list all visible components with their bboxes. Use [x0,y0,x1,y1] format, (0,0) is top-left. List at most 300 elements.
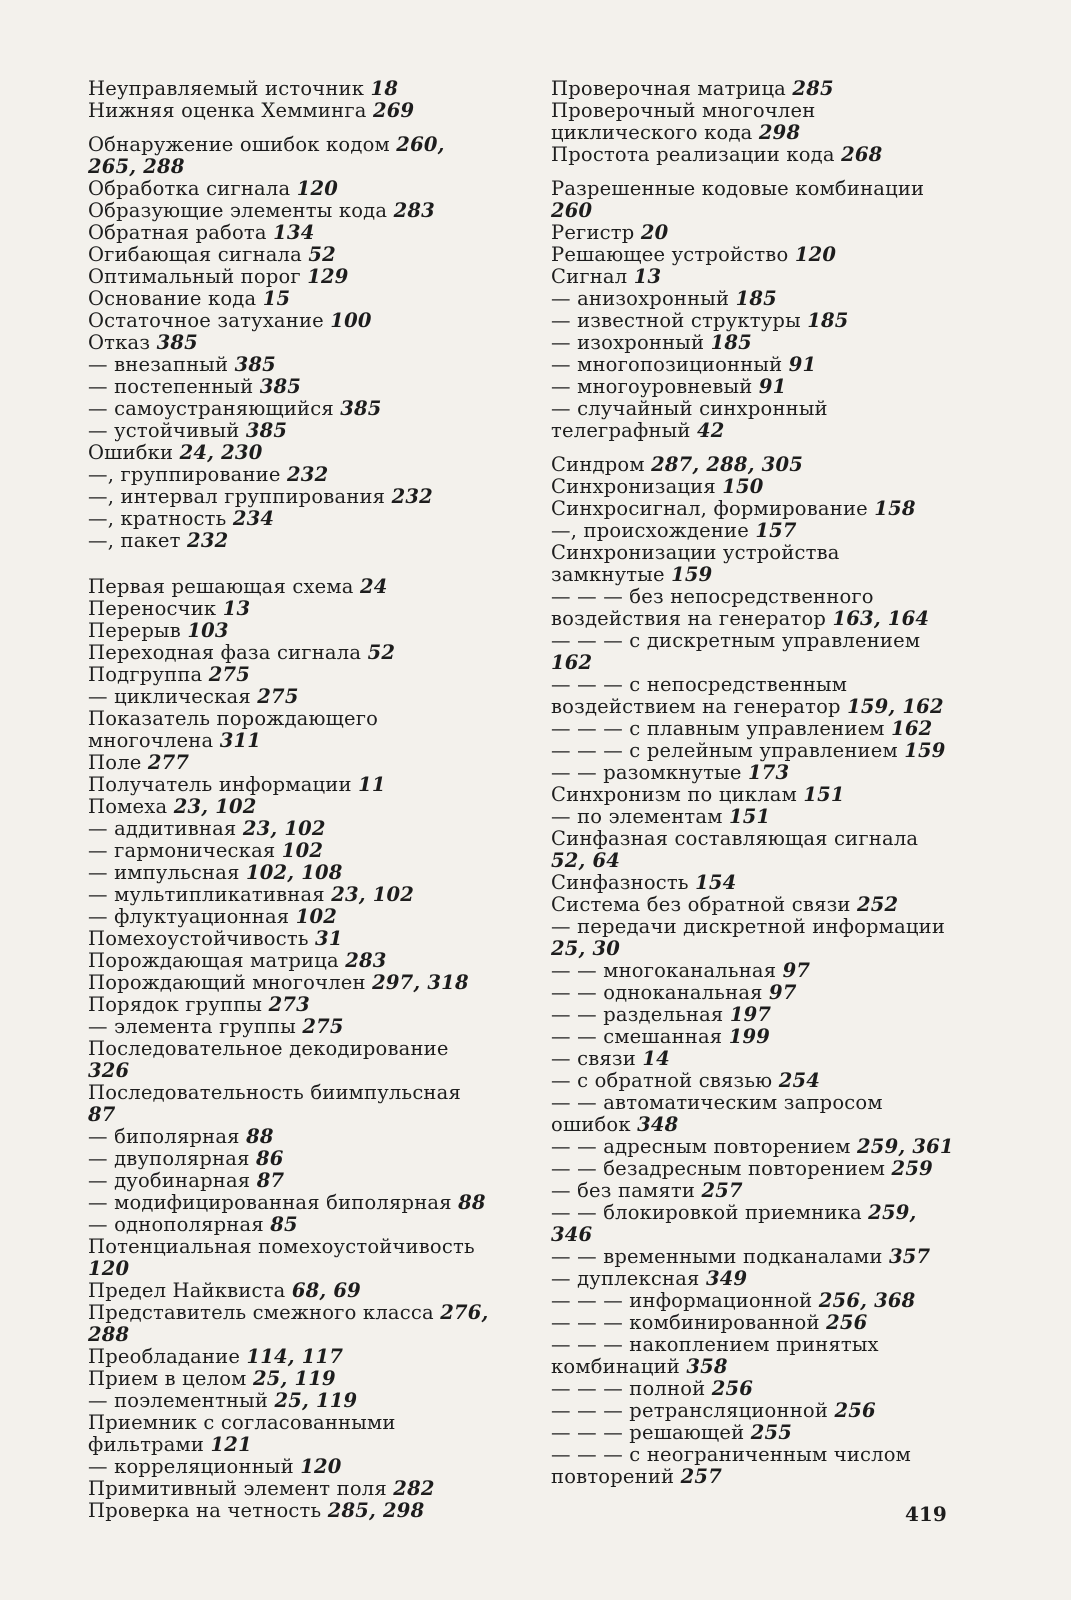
index-pages: 287, 288, 305 [651,453,803,476]
index-term: Перерыв [88,619,188,642]
index-entry [551,1378,956,1400]
index-pages: 232 [287,463,329,486]
index-pages: 159 [671,563,713,586]
index-term: — по элементам [551,805,729,828]
index-pages: 14 [642,1047,670,1070]
index-pages: 385 [340,397,382,420]
index-pages: 114, 117 [246,1345,344,1368]
index-term: — известной структуры [551,309,808,332]
index-term: — изохронный [551,331,711,354]
index-pages: 13 [222,597,251,620]
index-entry [551,332,956,354]
index-pages: 23, 102 [242,817,326,840]
index-entry [551,1334,956,1378]
index-term: — — блокировкой приемника [551,1201,869,1224]
index-pages: 256, 368 [818,1289,916,1312]
index-term: Обработка сигнала [88,177,297,200]
index-term: — импульсная [88,861,246,884]
index-pages: 234 [232,507,275,530]
index-pages: 185 [710,331,752,354]
index-entry [88,576,493,598]
index-entry [551,762,956,784]
index-entry [88,1280,493,1302]
index-term: — — одноканальная [551,981,770,1004]
index-term: —, интервал группирования [88,485,392,508]
index-entry [551,1070,956,1092]
index-entry [551,674,956,718]
index-term: Огибающая сигнала [88,243,309,266]
index-term: — устойчивый [88,419,246,442]
index-pages: 163, 164 [832,607,930,630]
index-term: — — раздельная [551,1003,730,1026]
index-entry [88,796,493,818]
index-term: Образующие элементы кода [88,199,394,222]
index-pages: 97 [769,981,797,1004]
index-pages: 97 [782,959,811,982]
index-entry [88,200,493,222]
index-entry [88,950,493,972]
index-entry [551,1004,956,1026]
index-entry [551,1180,956,1202]
index-entry [88,78,493,100]
index-entry [551,630,956,674]
index-entry [551,1092,956,1136]
index-entry [88,928,493,950]
index-term: — биполярная [88,1125,247,1148]
index-term: — — — с неограниченным числом повторений [551,1443,912,1488]
index-pages: 88 [246,1125,274,1148]
index-pages: 260, 265, 288 [88,133,445,178]
index-term: Подгруппа [88,663,209,686]
index-term: Синхронизация [551,475,723,498]
index-entry [551,872,956,894]
index-entry [551,376,956,398]
index-entry [551,894,956,916]
index-pages: 232 [187,529,229,552]
index-pages: 102 [295,905,338,928]
index-entry [551,806,956,828]
index-entry [88,244,493,266]
index-term: Нижняя оценка Хемминга [88,99,373,122]
index-entry [551,982,956,1004]
index-pages: 158 [874,497,916,520]
index-term: Синфазность [551,871,696,894]
index-pages: 52, 64 [551,849,621,872]
index-term: — — временными подканалами [551,1245,889,1268]
index-term: — поэлементный [88,1389,275,1412]
index-pages: 185 [735,287,777,310]
index-pages: 157 [755,519,797,542]
index-term: Предел Найквиста [88,1279,292,1302]
index-entry [551,354,956,376]
index-pages: 259, 361 [857,1135,954,1158]
index-entry [88,598,493,620]
index-pages: 185 [807,309,849,332]
index-pages: 151 [728,805,771,828]
index-pages: 52 [308,243,336,266]
index-term: — — — с непосредственным воздействием на генератор [551,673,848,718]
index-pages: 349 [705,1267,748,1290]
index-entry [551,1400,956,1422]
index-term: — двуполярная [88,1147,256,1170]
index-pages: 385 [234,353,276,376]
index-entry [88,1500,493,1522]
index-pages: 260 [551,199,593,222]
index-term: Система без обратной связи [551,893,858,916]
index-term: —, кратность [88,507,233,530]
index-entry [88,1236,493,1280]
index-term: — однополярная [88,1213,271,1236]
index-term: — — — накоплением принятых комбинаций [551,1333,879,1378]
index-pages: 150 [722,475,764,498]
index-term: — флуктуационная [88,905,296,928]
index-term: Синхросигнал, формирование [551,497,875,520]
index-pages: 273 [268,993,310,1016]
index-entry [551,398,956,442]
index-entry [88,1038,493,1082]
index-term: Последовательность биимпульсная [88,1081,461,1104]
index-term: — — — информационной [551,1289,819,1312]
index-entry [551,1202,956,1246]
index-term: — — смешанная [551,1025,729,1048]
index-term: Регистр [551,221,641,244]
index-entry [88,1214,493,1236]
index-entry [88,1346,493,1368]
index-entry [551,1312,956,1334]
index-term: — гармоническая [88,839,282,862]
index-pages: 15 [262,287,291,310]
index-entry [551,310,956,332]
index-term: — дуобинарная [88,1169,257,1192]
index-entry [88,1412,493,1456]
index-entry [551,1422,956,1444]
index-pages: 162 [551,651,593,674]
index-term: — — — комбинированной [551,1311,827,1334]
index-pages: 25, 119 [252,1367,336,1390]
index-term: — мультипликативная [88,883,332,906]
index-pages: 42 [696,419,725,442]
index-term: Показатель порождающего многочлена [88,707,379,752]
index-term: Простота реализации кода [551,143,842,166]
index-entry [551,542,956,586]
index-term: Порождающий многочлен [88,971,373,994]
index-pages: 24, 230 [179,441,263,464]
index-term: — — — с релейным управлением [551,739,905,762]
index-pages: 348 [637,1113,679,1136]
index-pages: 18 [370,77,399,100]
index-pages: 298 [758,121,801,144]
index-term: Синхронизм по циклам [551,783,804,806]
index-entry [551,1444,956,1488]
index-term: Оптимальный порог [88,265,308,288]
index-term: Сигнал [551,265,634,288]
index-pages: 256 [711,1377,754,1400]
index-entry [88,398,493,420]
index-pages: 285 [792,77,834,100]
index-term: Преобладание [88,1345,247,1368]
index-pages: 162 [891,717,933,740]
index-entry [88,972,493,994]
index-pages: 283 [345,949,387,972]
index-term: Потенциальная помехоустойчивость [88,1235,475,1258]
index-term: Помеха [88,795,174,818]
index-term: — многопозиционный [551,353,789,376]
index-entry [88,1390,493,1412]
index-pages: 11 [358,773,386,796]
index-entry [551,100,956,144]
index-pages: 134 [273,221,315,244]
index-entry [551,1246,956,1268]
index-term: Обнаружение ошибок кодом [88,133,397,156]
index-pages: 173 [747,761,790,784]
index-term: Основание кода [88,287,263,310]
index-entry [88,376,493,398]
index-entry [88,620,493,642]
index-entry [88,332,493,354]
index-entry [88,354,493,376]
index-pages: 129 [307,265,349,288]
index-pages: 23, 102 [331,883,415,906]
index-pages: 52 [367,641,396,664]
index-pages: 232 [391,485,433,508]
index-entry [551,1136,956,1158]
index-term: — — адресным повторением [551,1135,858,1158]
index-pages: 255 [750,1421,793,1444]
index-entry [88,664,493,686]
index-term: Прием в целом [88,1367,253,1390]
index-entry [551,520,956,542]
index-entry [88,884,493,906]
index-term: — — — с плавным управлением [551,717,892,740]
index-pages: 358 [686,1355,728,1378]
index-entry [88,1148,493,1170]
index-term: — — — решающей [551,1421,751,1444]
index-entry [88,708,493,752]
index-pages: 252 [857,893,899,916]
index-term: Неуправляемый источник [88,77,371,100]
index-entry [551,586,956,630]
index-entry [88,994,493,1016]
index-entry [88,1016,493,1038]
index-pages: 91 [758,375,787,398]
index-term: Проверочная матрица [551,77,793,100]
index-term: Обратная работа [88,221,274,244]
index-entry [551,916,956,960]
index-pages: 282 [393,1477,435,1500]
index-term: Разрешенные кодовые комбинации [551,177,925,200]
index-term: Остаточное затухание [88,309,331,332]
index-term: Приемник с согласованными фильтрами [88,1411,396,1456]
index-entry [88,222,493,244]
index-entry [88,178,493,200]
index-pages: 256 [834,1399,876,1422]
index-entry [88,818,493,840]
index-term: Переходная фаза сигнала [88,641,368,664]
index-entry [551,740,956,762]
index-entry [88,508,493,530]
index-pages: 120 [300,1455,342,1478]
index-entry [88,1126,493,1148]
index-term: — элемента группы [88,1015,303,1038]
index-term: — — — с дискретным управлением [551,629,921,652]
index-pages: 154 [695,871,737,894]
index-term: Последовательное декодирование [88,1037,449,1060]
index-entry [551,476,956,498]
index-term: — аддитивная [88,817,243,840]
index-pages: 13 [633,265,662,288]
index-entry [88,288,493,310]
index-entry [88,642,493,664]
index-term: Порядок группы [88,993,269,1016]
index-entry [88,134,493,178]
index-term: Представитель смежного класса [88,1301,441,1324]
index-pages: 276, 288 [88,1301,489,1346]
index-pages: 91 [788,353,817,376]
index-pages: 25, 30 [551,937,621,960]
index-entry [88,840,493,862]
index-term: — передачи дискретной информации [551,915,946,938]
index-entry [551,960,956,982]
index-pages: 199 [728,1025,771,1048]
index-pages: 269 [372,99,415,122]
index-term: Синдром [551,453,652,476]
index-entry [551,178,956,222]
index-entry [88,752,493,774]
page-number: 419 [905,1502,947,1526]
index-term: — корреляционный [88,1455,301,1478]
index-entry [88,1302,493,1346]
index-pages: 277 [147,751,190,774]
index-entry [88,1368,493,1390]
index-entry [551,78,956,100]
index-pages: 197 [729,1003,772,1026]
index-term: — дуплексная [551,1267,706,1290]
index-term: — — многоканальная [551,959,783,982]
index-term: — — безадресным повторением [551,1157,892,1180]
index-pages: 275 [257,685,299,708]
index-term: — многоуровневый [551,375,759,398]
index-pages: 311 [219,729,262,752]
index-term: —, группирование [88,463,288,486]
index-term: —, происхождение [551,519,756,542]
index-entry [88,906,493,928]
index-entry [88,686,493,708]
index-column-right [551,78,956,1488]
index-term: — — — без непосредственного воздействия на генератор [551,585,874,630]
index-pages: 297, 318 [372,971,469,994]
index-pages: 31 [315,927,343,950]
index-term: Проверочный многочлен циклического кода [551,99,816,144]
index-pages: 256 [826,1311,868,1334]
index-pages: 275 [208,663,251,686]
index-term: Примитивный элемент поля [88,1477,394,1500]
index-entry [88,310,493,332]
index-pages: 20 [640,221,669,244]
index-entry [551,266,956,288]
index-term: — — — ретрансляционной [551,1399,835,1422]
index-pages: 87 [88,1103,116,1126]
index-term: Отказ [88,331,157,354]
index-term: — связи [551,1047,643,1070]
index-pages: 88 [458,1191,486,1214]
index-entry [551,1158,956,1180]
index-term: — без памяти [551,1179,702,1202]
index-term: Помехоустойчивость [88,927,316,950]
index-term: — самоустраняющийся [88,397,341,420]
index-entry [88,486,493,508]
index-entry [88,774,493,796]
index-entry [551,144,956,166]
index-entry [551,1268,956,1290]
index-entry [551,498,956,520]
index-entry [88,1170,493,1192]
index-entry [88,862,493,884]
index-term: — случайный синхронный телеграфный [551,397,828,442]
index-pages: 259, 346 [551,1201,917,1246]
index-term: Поле [88,751,148,774]
index-term: — — автоматическим запросом ошибок [551,1091,883,1136]
index-pages: 102, 108 [245,861,343,884]
index-pages: 120 [794,243,837,266]
index-term: Проверка на четность [88,1499,328,1522]
index-entry [88,1478,493,1500]
index-term: Получатель информации [88,773,359,796]
index-term: Переносчик [88,597,223,620]
index-term: Порождающая матрица [88,949,346,972]
index-pages: 275 [302,1015,344,1038]
index-term: Синфазная составляющая сигнала [551,827,919,850]
index-entry [551,244,956,266]
index-pages: 385 [156,331,198,354]
index-entry [88,442,493,464]
index-pages: 257 [701,1179,743,1202]
index-pages: 385 [259,375,302,398]
index-term: Решающее устройство [551,243,795,266]
index-term: — — разомкнутые [551,761,748,784]
index-pages: 268 [841,143,883,166]
index-entry [88,530,493,552]
index-pages: 254 [778,1069,821,1092]
index-pages: 120 [296,177,338,200]
index-term: — модифицированная биполярная [88,1191,459,1214]
index-pages: 86 [256,1147,284,1170]
index-pages: 151 [803,783,845,806]
index-entry [88,420,493,442]
index-pages: 259 [891,1157,933,1180]
index-term: — — — полной [551,1377,712,1400]
index-term: — внезапный [88,353,235,376]
index-term: — анизохронный [551,287,736,310]
index-pages: 385 [245,419,288,442]
index-term: — циклическая [88,685,258,708]
index-column-left [88,78,493,1522]
index-pages: 285, 298 [327,1499,425,1522]
index-pages: 120 [88,1257,130,1280]
index-pages: 85 [270,1213,298,1236]
index-entry [551,828,956,872]
index-term: Первая решающая схема [88,575,360,598]
index-term: Ошибки [88,441,180,464]
index-pages: 102 [281,839,324,862]
index-pages: 24 [360,575,388,598]
index-pages: 100 [330,309,372,332]
index-entry [88,1082,493,1126]
index-entry [551,784,956,806]
index-pages: 103 [187,619,229,642]
index-term: Синхронизации устройства замкнутые [551,541,840,586]
index-entry [551,718,956,740]
index-pages: 257 [680,1465,722,1488]
